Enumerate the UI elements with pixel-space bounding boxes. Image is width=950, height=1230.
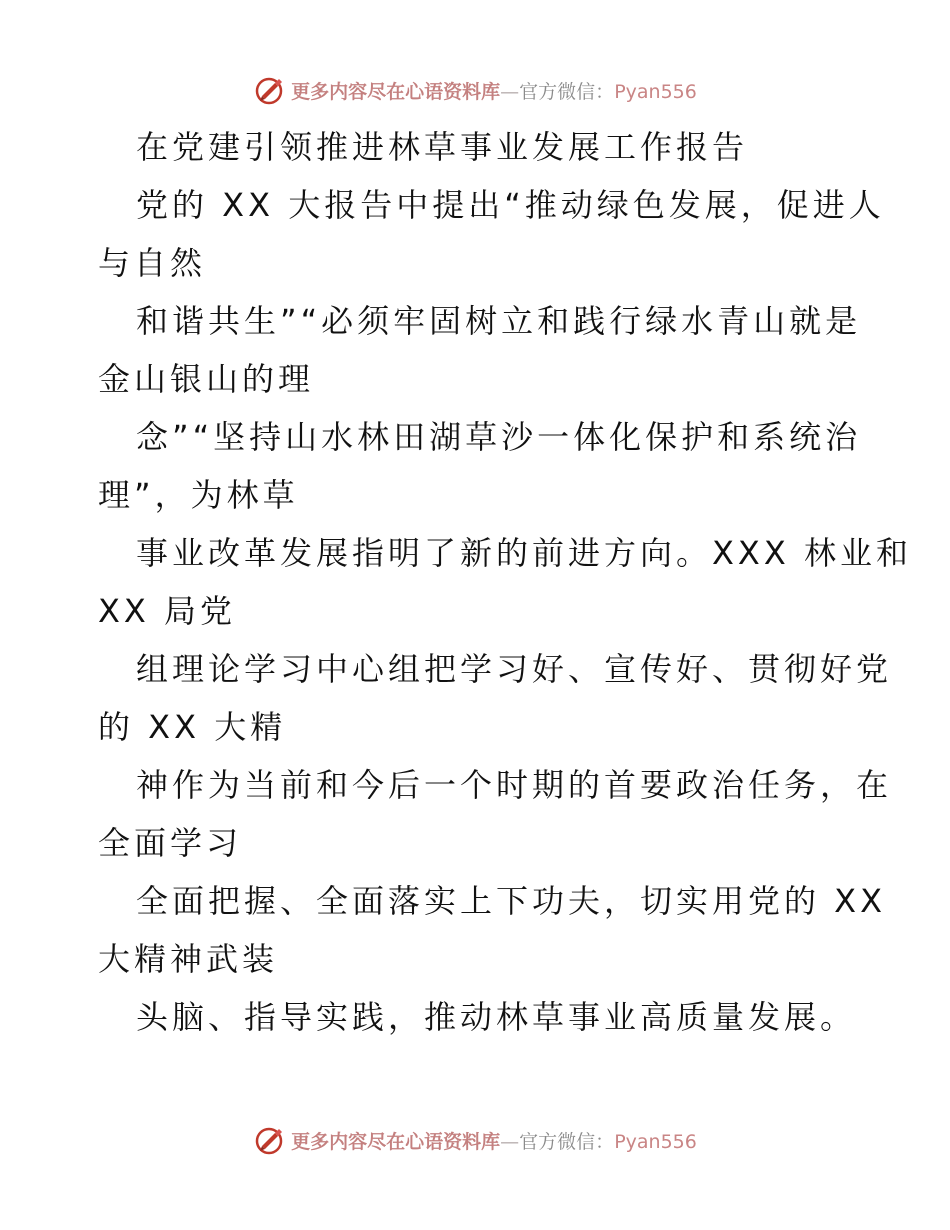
paragraph-line: 全面把握、全面落实上下功夫，切实用党的 XX [136,882,887,920]
paragraph-line: 大精神武装 [98,940,279,978]
paragraph-line: 念”“坚持山水林田湖草沙一体化保护和系统治 [136,418,862,456]
watermark-wechat-label: 官方微信： [519,80,615,103]
paragraph-line: 与自然 [98,244,207,282]
paragraph-line: 理”，为林草 [98,476,299,514]
watermark-wechat-id: Pyan556 [614,80,697,103]
document-title: 在党建引领推进林草事业发展工作报告 [136,128,749,166]
watermark-dash: — [500,1130,520,1153]
paragraph-line: 全面学习 [98,824,243,862]
watermark-wechat-id: Pyan556 [614,1130,697,1153]
watermark-text [291,1127,697,1154]
paragraph-line: 党的 XX 大报告中提出“推动绿色发展，促进人 [136,186,885,224]
paragraph-line: 神作为当前和今后一个时期的首要政治任务，在 [136,766,893,804]
paragraph-line: 和谐共生”“必须牢固树立和践行绿水青山就是 [136,302,862,340]
paragraph-line: 金山银山的理 [98,360,315,398]
paragraph-line: 事业改革发展指明了新的前进方向。XXX 林业和 [136,534,912,572]
watermark-header [0,70,950,110]
watermark-site: 更多内容尽在心语资料库 [291,80,501,103]
document-body [98,118,912,1046]
watermark-footer [0,1120,950,1160]
paragraph-line: 组理论学习中心组把学习好、宣传好、贯彻好党 [136,650,893,688]
watermark-wechat-label: 官方微信： [519,1130,615,1153]
watermark-site: 更多内容尽在心语资料库 [291,1130,501,1153]
paragraph-line: 头脑、指导实践，推动林草事业高质量发展。 [136,998,857,1036]
watermark-dash: — [500,80,520,103]
watermark-text [291,77,697,104]
paragraph-line: XX 局党 [98,592,237,630]
pen-logo-icon [253,1124,285,1156]
paragraph-line: 的 XX 大精 [98,708,287,746]
pen-logo-icon [253,74,285,106]
